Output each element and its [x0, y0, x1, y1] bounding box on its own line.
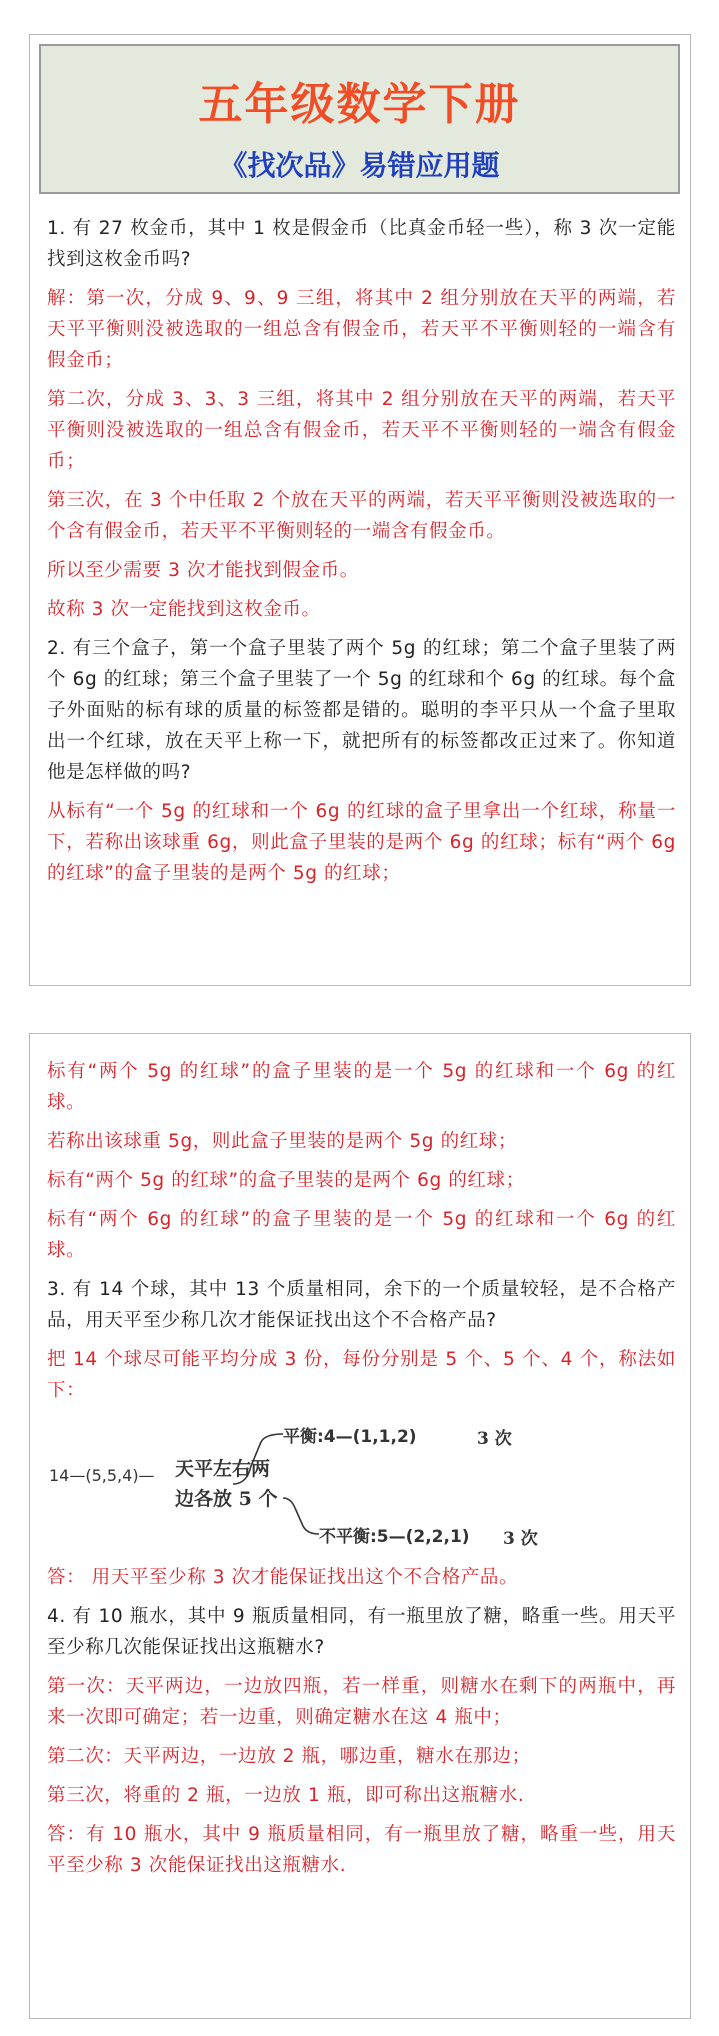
- question-text: 4. 有 10 瓶水，其中 9 瓶质量相同，有一瓶里放了糖，略重一些。用天平至少称几次能保证找出这瓶糖水?: [47, 1606, 676, 1658]
- answer-text: 把 14 个球尽可能平均分成 3 份，每份分别是 5 个、5 个、4 个，称法如下：: [47, 1349, 676, 1401]
- diagram-balanced-branch: 平衡:4—(1,1,2): [283, 1427, 417, 1447]
- title-banner: [39, 44, 680, 194]
- question-text: 2. 有三个盒子，第一个盒子里装了两个 5g 的红球；第二个盒子里装了两个 6g 的红球；第三个盒子里装了一个 5g 的红球和个 6g 的红球。每个盒子外面贴的标有球的质量的标签都是错的。聪明的李平只从一个盒子里取出一个红球，放在天平上称一下，就把所有的标签都改正过来了。你知道他是怎样做的吗?: [47, 638, 676, 783]
- diagram-unbalanced-branch: 不平衡:5—(2,2,1): [319, 1527, 470, 1547]
- answer-text: 所以至少需要 3 次才能找到假金币。: [47, 560, 359, 581]
- answer-text: 标有“两个 5g 的红球”的盒子里装的是两个 6g 的红球；: [47, 1170, 525, 1191]
- diagram-balanced-times: 3 次: [477, 1429, 512, 1449]
- diagram-method-line-2: 边各放 5 个: [175, 1488, 278, 1510]
- diagram-unbalanced-times: 3 次: [503, 1529, 538, 1549]
- answer-text: 标有“两个 6g 的红球”的盒子里装的是一个 5g 的红球和一个 6g 的红球。: [47, 1209, 676, 1261]
- page-card-1: [29, 34, 691, 986]
- answer-text: 解：第一次，分成 9、9、9 三组，将其中 2 组分别放在天平的两端，若天平平衡则没被选取的一组总含有假金币，若天平不平衡则轻的一端含有假金币；: [47, 288, 676, 371]
- answer-text: 第三次，在 3 个中任取 2 个放在天平的两端，若天平平衡则没被选取的一个含有假金币，若天平不平衡则轻的一端含有假金币。: [47, 490, 676, 542]
- answer-text: 故称 3 次一定能找到这枚金币。: [47, 599, 321, 620]
- answer-text: 答：有 10 瓶水，其中 9 瓶质量相同，有一瓶里放了糖，略重一些，用天平至少称 3 次能保证找出这瓶糖水.: [47, 1824, 676, 1876]
- content-after-diagram: [47, 1562, 676, 1881]
- page-subtitle: 《找次品》易错应用题: [219, 149, 500, 182]
- answer-text: 第一次：天平两边，一边放四瓶，若一样重，则糖水在剩下的两瓶中，再来一次即可确定；若一边重，则确定糖水在这 4 瓶中；: [47, 1676, 676, 1728]
- diagram-method-line-1: 天平左右两: [175, 1458, 271, 1480]
- question-text: 3. 有 14 个球，其中 13 个质量相同，余下的一个质量较轻，是不合格产品，用天平至少称几次才能保证找出这个不合格产品?: [47, 1279, 676, 1331]
- answer-text: 若称出该球重 5g，则此盒子里装的是两个 5g 的红球；: [47, 1131, 517, 1152]
- answer-text: 从标有“一个 5g 的红球和一个 6g 的红球的盒子里拿出一个红球，称量一下，若称出该球重 6g，则此盒子里装的是两个 6g 的红球；标有“两个 6g 的红球”的盒子里装的是两个 5g 的红球；: [47, 801, 676, 884]
- page-card-2: [29, 1033, 691, 2019]
- content-page-1: [47, 213, 676, 897]
- content-page-2: [47, 1056, 676, 1889]
- answer-text: 标有“两个 5g 的红球”的盒子里装的是一个 5g 的红球和一个 6g 的红球。: [47, 1061, 676, 1113]
- diagram-root: 14—(5,5,4)—: [49, 1466, 155, 1485]
- answer-text: 答： 用天平至少称 3 次才能保证找出这个不合格产品。: [47, 1567, 519, 1588]
- answer-text: 第二次，分成 3、3、3 三组，将其中 2 组分别放在天平的两端，若天平平衡则没被选取的一组总含有假金币，若天平不平衡则轻的一端含有假金币；: [47, 389, 676, 472]
- page-title: 五年级数学下册: [198, 79, 521, 130]
- answer-text: 第二次：天平两边，一边放 2 瓶，哪边重，糖水在那边；: [47, 1746, 531, 1767]
- weighing-diagram: [47, 1414, 676, 1552]
- question-text: 1. 有 27 枚金币，其中 1 枚是假金币（比真金币轻一些），称 3 次一定能找到这枚金币吗?: [47, 218, 676, 270]
- content-before-diagram: [47, 1056, 676, 1406]
- answer-text: 第三次，将重的 2 瓶，一边放 1 瓶，即可称出这瓶糖水.: [47, 1785, 525, 1806]
